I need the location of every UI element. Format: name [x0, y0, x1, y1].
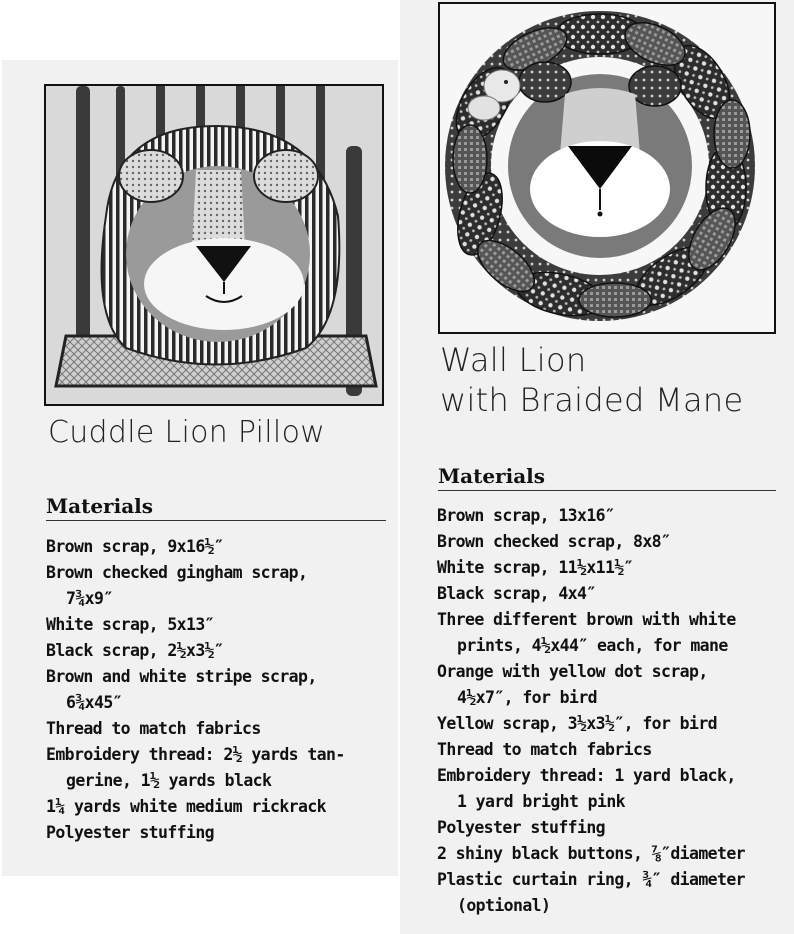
wall-lion-title [440, 340, 743, 420]
list-item: Embroidery thread: 1 yard black, [437, 766, 736, 785]
list-item: Brown checked scrap, 8x8″ [437, 532, 671, 551]
list-item: Brown and white stripe scrap, [46, 667, 317, 686]
list-item: Polyester stuffing [46, 823, 215, 842]
pillow-photo [44, 84, 384, 406]
wall-lion-title-line2: with Braided Mane [440, 381, 744, 419]
list-item: Brown scrap, 13x16″ [437, 506, 615, 525]
list-item: Black scrap, 4x4″ [437, 584, 596, 603]
wall-lion-materials-list [437, 503, 787, 919]
list-item: Polyester stuffing [437, 818, 606, 837]
list-item: 4½x7″, for bird [457, 688, 598, 707]
list-item: 1 yard bright pink [457, 792, 626, 811]
pillow-title: Cuddle Lion Pillow [48, 415, 326, 450]
list-item: (optional) [457, 896, 551, 915]
list-item: prints, 4½x44″ each, for mane [457, 636, 728, 655]
list-item: Brown checked gingham scrap, [46, 563, 308, 582]
list-item: 2 shiny black buttons, ⅞″diameter [437, 844, 746, 863]
wall-lion-materials-heading: Materials [438, 464, 776, 491]
list-item: White scrap, 5x13″ [46, 615, 215, 634]
wall-lion-title-line1: Wall Lion [440, 341, 587, 379]
list-item: 1¼ yards white medium rickrack [46, 797, 327, 816]
list-item: White scrap, 11½x11½″ [437, 558, 634, 577]
list-item: Three different brown with white [437, 610, 736, 629]
list-item: Plastic curtain ring, ¾″ diameter [437, 870, 746, 889]
list-item: 6¾x45″ [66, 693, 123, 712]
list-item: Thread to match fabrics [437, 740, 652, 759]
list-item: gerine, 1½ yards black [66, 771, 272, 790]
list-item: 7¾x9″ [66, 589, 113, 608]
list-item: Orange with yellow dot scrap, [437, 662, 708, 681]
list-item: Yellow scrap, 3½x3½″, for bird [437, 714, 718, 733]
list-item: Black scrap, 2½x3½″ [46, 641, 224, 660]
list-item: Embroidery thread: 2½ yards tan- [46, 745, 345, 764]
pillow-materials-list [46, 534, 391, 846]
list-item: Brown scrap, 9x16½″ [46, 537, 224, 556]
pillow-materials-heading: Materials [46, 494, 386, 521]
list-item: Thread to match fabrics [46, 719, 261, 738]
wreath-lion-photo [438, 2, 776, 334]
